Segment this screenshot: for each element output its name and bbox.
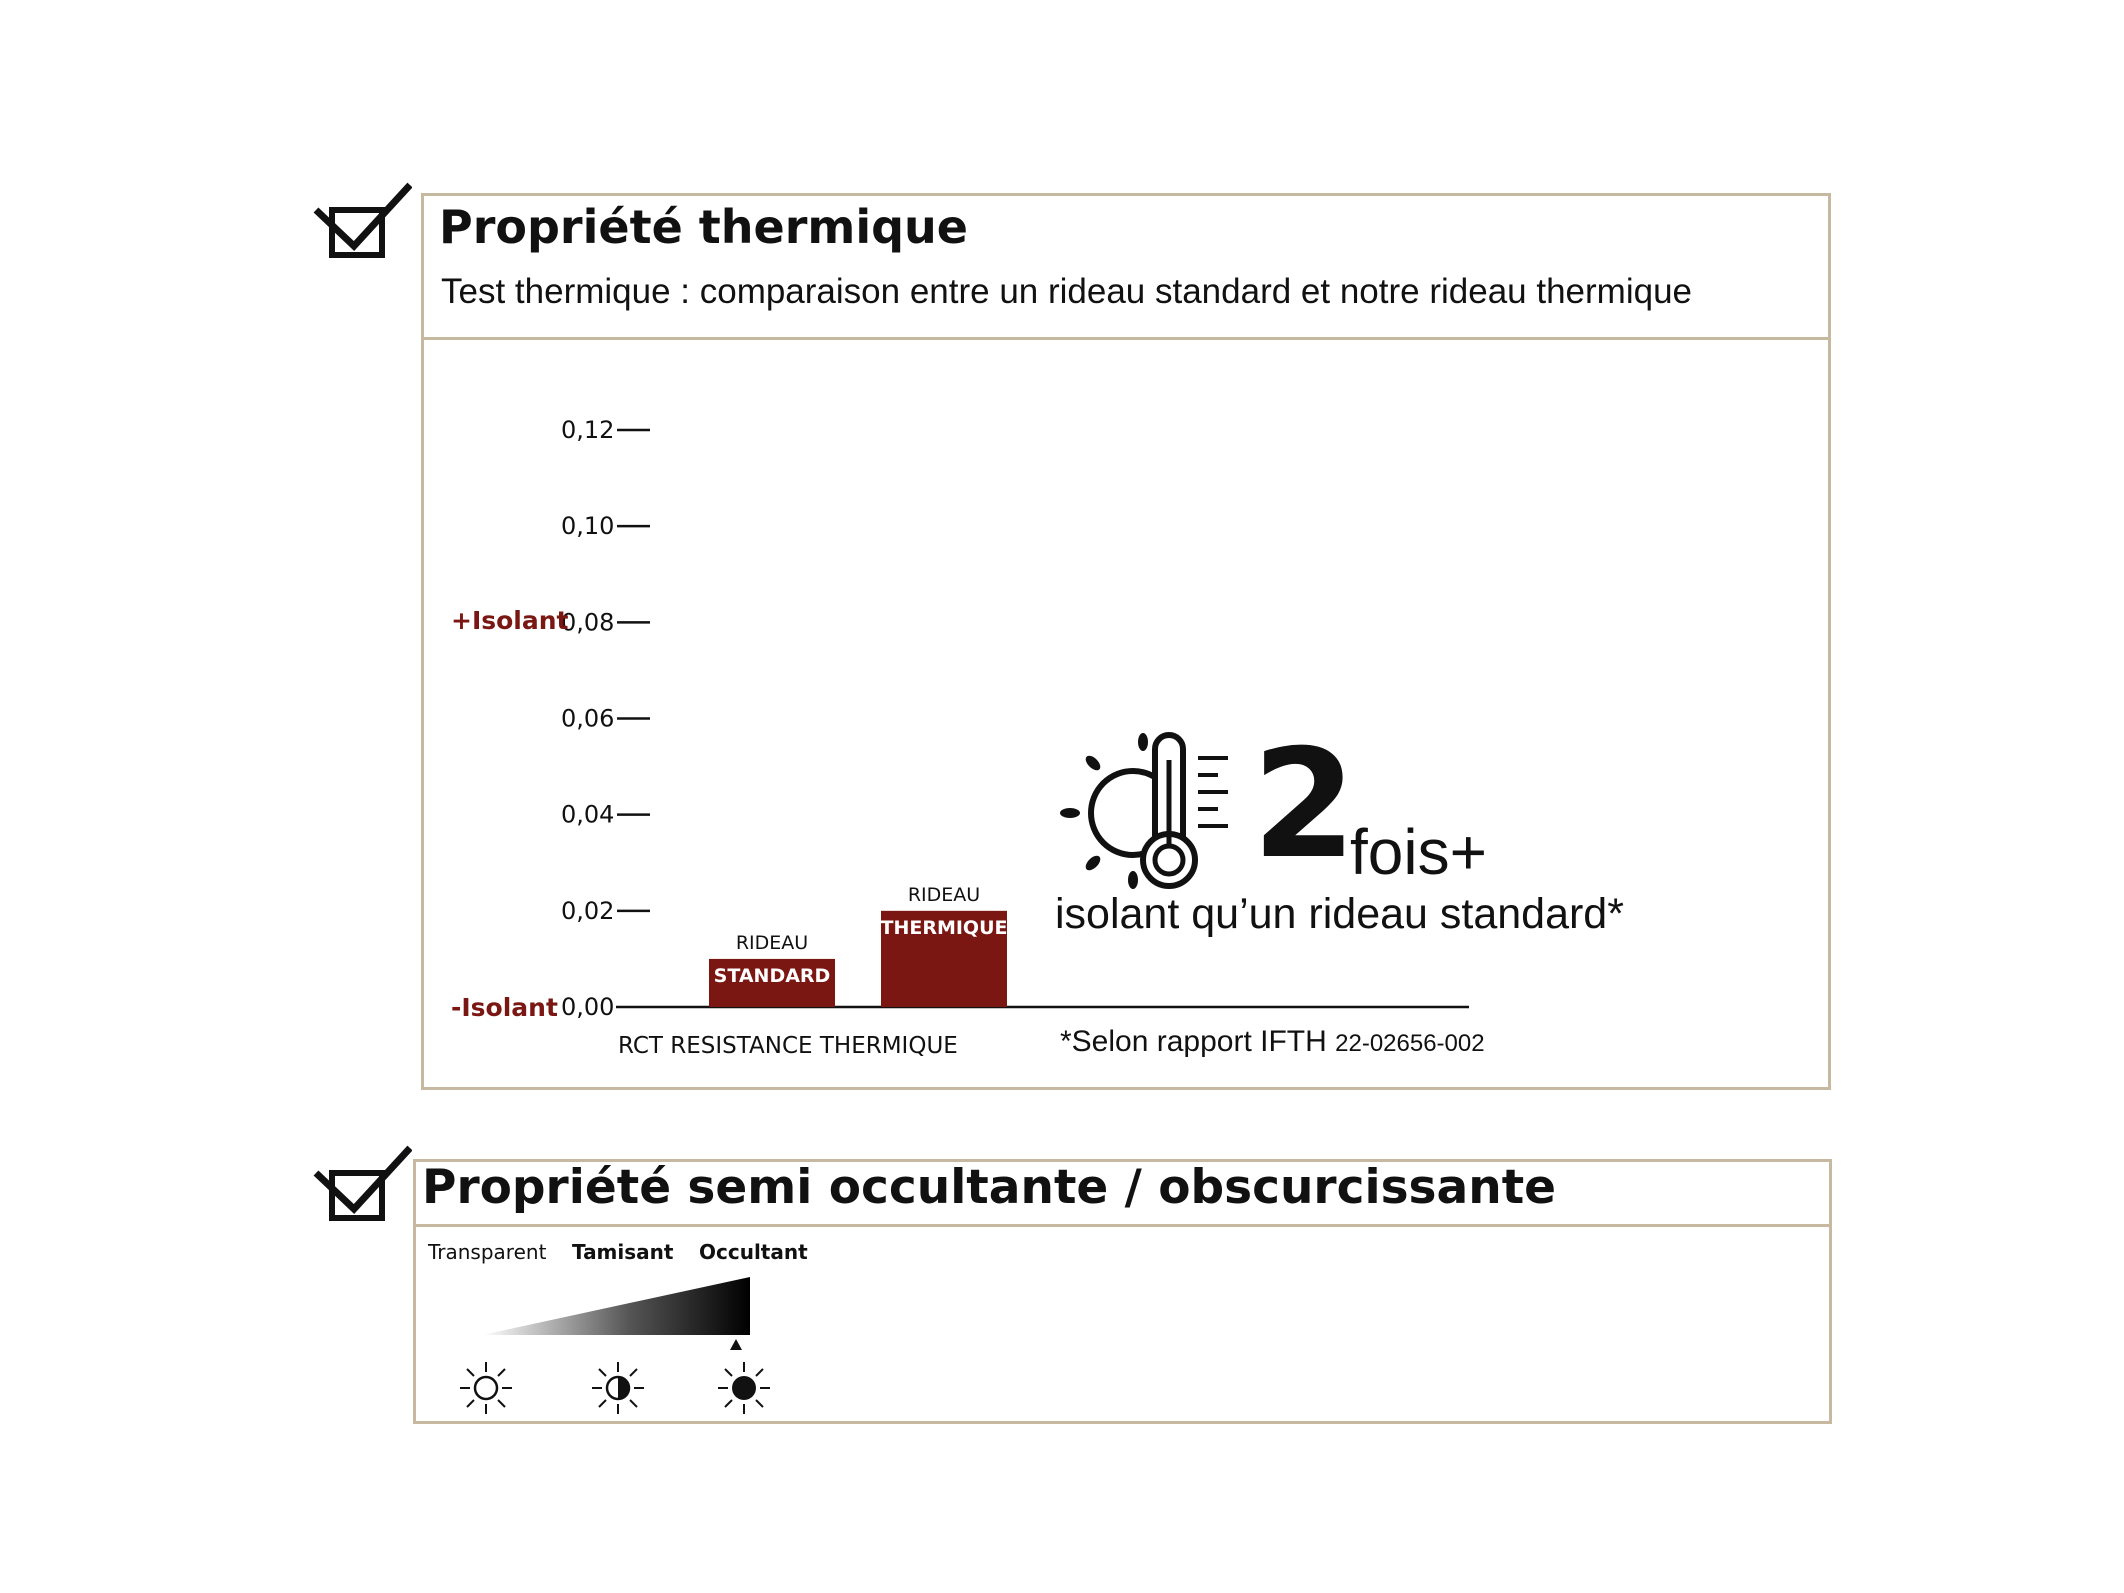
bars xyxy=(709,884,1008,1007)
thermal-subtitle: Test thermique : comparaison entre un rideau standard et notre rideau thermique xyxy=(441,272,1692,311)
selected-marker-icon xyxy=(730,1339,742,1350)
sun-full-icon xyxy=(716,1360,772,1416)
checkbox-checked-icon-2 xyxy=(312,1143,412,1223)
minus-isolant-label: -Isolant xyxy=(451,993,558,1022)
bar-label-bottom: THERMIQUE xyxy=(880,916,1008,939)
level-label-transparent: Transparent xyxy=(428,1240,547,1264)
sun-empty-icon xyxy=(458,1360,514,1416)
y-tick-label: 0,08 xyxy=(561,608,615,637)
y-axis xyxy=(561,416,650,1021)
thermal-title: Propriété thermique xyxy=(439,200,968,254)
bar-label-bottom: STANDARD xyxy=(713,964,831,987)
y-tick-label: 0,02 xyxy=(561,896,615,925)
checkbox-checked-icon xyxy=(312,180,412,260)
opacity-title: Propriété semi occultante / obscurcissante xyxy=(422,1160,1557,1215)
thermal-chart xyxy=(421,340,1831,1088)
sun-half-icon xyxy=(590,1360,646,1416)
thermometer-sun-icon xyxy=(1058,730,1238,900)
plus-isolant-label: +Isolant xyxy=(451,606,569,635)
footnote xyxy=(1060,1025,1485,1059)
y-tick-label: 0,00 xyxy=(561,993,615,1021)
big-number: 2 xyxy=(1252,718,1357,892)
y-tick-label: 0,06 xyxy=(561,704,615,733)
opacity-divider xyxy=(414,1224,1831,1227)
opacity-gradient-scale xyxy=(480,1275,755,1355)
level-label-occultant: Occultant xyxy=(699,1240,808,1264)
footnote-main: *Selon rapport IFTH xyxy=(1060,1025,1327,1058)
y-tick-label: 0,10 xyxy=(561,512,615,541)
footnote-ref: 22-02656-002 xyxy=(1335,1030,1485,1057)
y-tick-label: 0,04 xyxy=(561,800,615,829)
claim-text: isolant qu’un rideau standard* xyxy=(1055,890,1624,938)
bar-label-top: RIDEAU xyxy=(735,931,809,954)
bar-label-top: RIDEAU xyxy=(907,883,981,906)
x-axis-label: RCT RESISTANCE THERMIQUE xyxy=(618,1033,958,1059)
big-suffix: fois+ xyxy=(1350,816,1487,888)
y-tick-label: 0,12 xyxy=(561,416,615,444)
level-label-tamisant: Tamisant xyxy=(572,1240,674,1264)
